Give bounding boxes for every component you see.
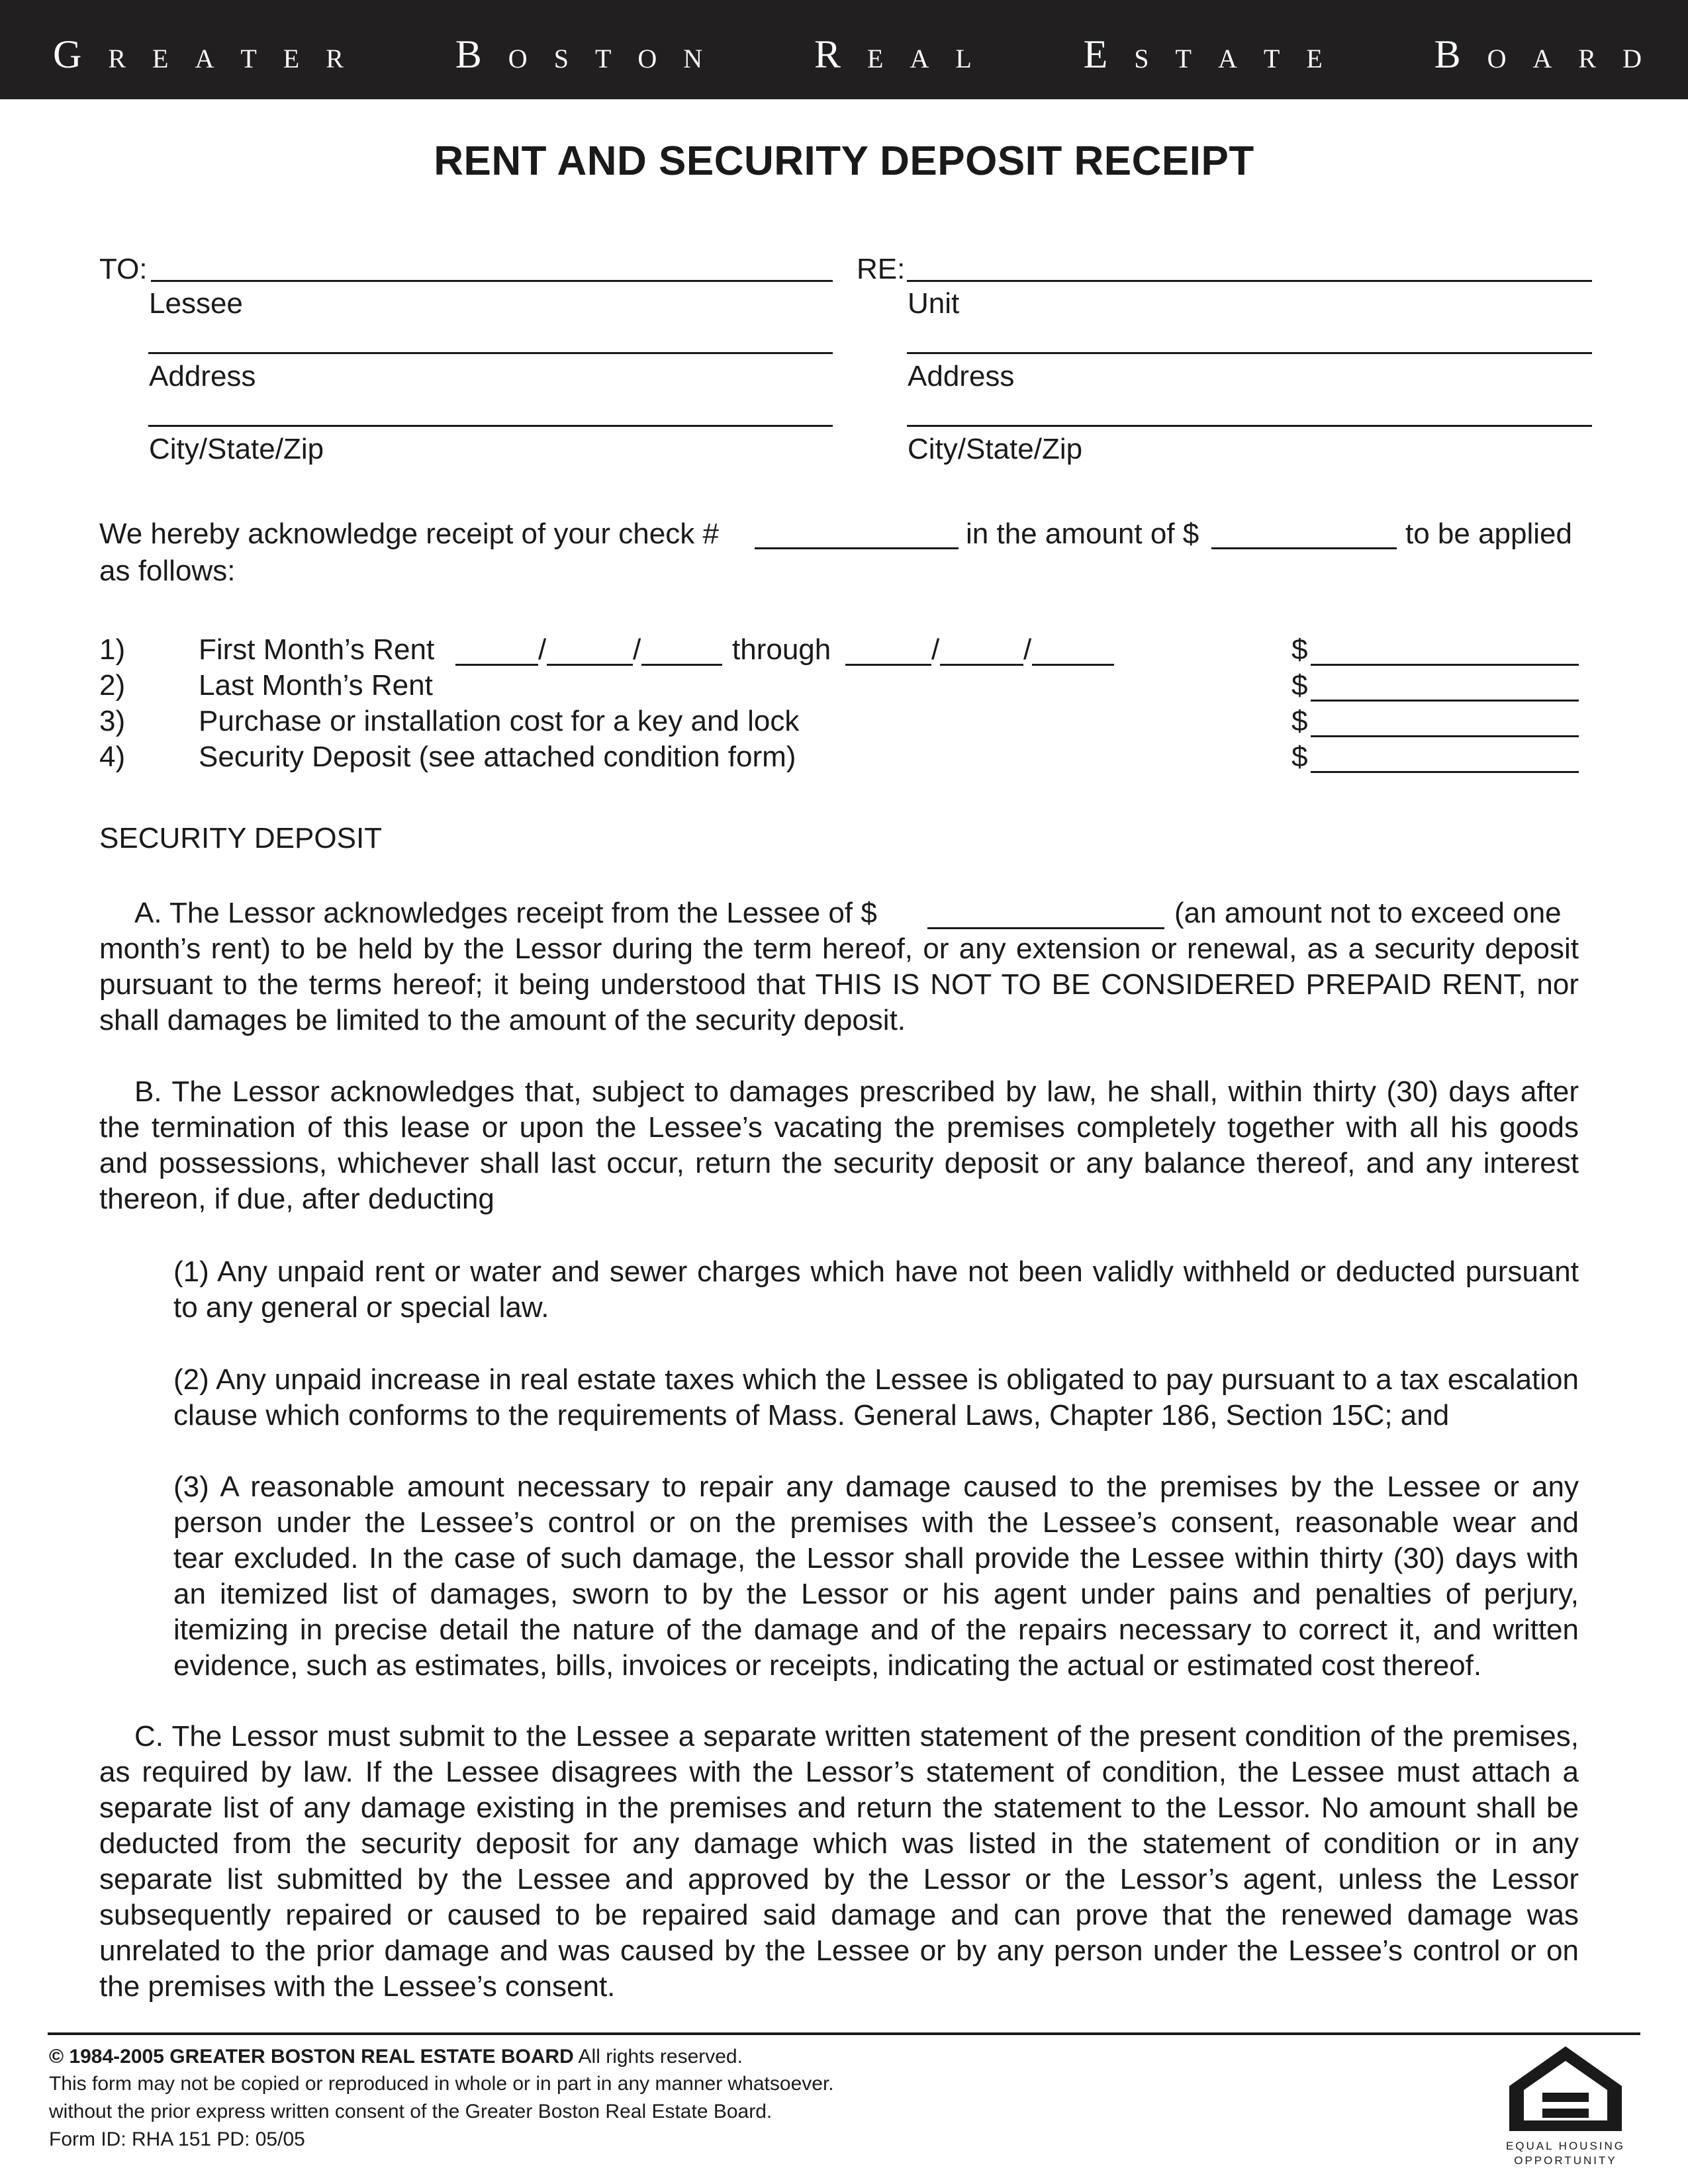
banner-word: B O S T O N	[455, 32, 703, 76]
paragraph-line: (1) Any unpaid rent or water and sewer charges which have not been validly withheld or deducted pursuant	[173, 1255, 1579, 1288]
rent-from-year-field[interactable]	[641, 664, 722, 666]
acknowledge-text-2: in the amount of $	[966, 518, 1199, 550]
paragraph-line: evidence, such as estimates, bills, invoices or receipts, indicating the actual or estimated cost thereof.	[173, 1649, 1482, 1682]
rent-from-month-field[interactable]	[455, 664, 538, 666]
lessee-city-field[interactable]	[148, 425, 833, 427]
dollar-sign: $	[1291, 669, 1308, 702]
dollar-sign: $	[1291, 741, 1308, 773]
copyright-rights: All rights reserved.	[573, 2046, 743, 2068]
rent-to-year-field[interactable]	[1032, 664, 1114, 666]
lessee-name-field[interactable]	[151, 280, 833, 282]
lessee-city-label: City/State/Zip	[149, 433, 324, 465]
section-a-paragraph	[99, 931, 1579, 1038]
unit-city-field[interactable]	[907, 425, 1592, 427]
date-slash: /	[633, 633, 641, 666]
item-label: First Month’s Rent	[199, 633, 435, 666]
dollar-sign: $	[1291, 633, 1308, 666]
item-label: Last Month’s Rent	[199, 669, 433, 702]
organization-name	[53, 28, 1642, 85]
unit-address-field[interactable]	[907, 352, 1592, 354]
banner-word: E S T A T E	[1083, 32, 1323, 76]
paragraph-line: as required by law. If the Lessee disagrees with the Lessor’s statement of condition, the Lessee must attach a	[99, 1756, 1579, 1788]
check-amount-field[interactable]	[1211, 547, 1397, 549]
logo-text-line-2: OPPORTUNITY	[1514, 2154, 1617, 2167]
form-title: RENT AND SECURITY DEPOSIT RECEIPT	[434, 138, 1254, 184]
paragraph-line: and possessions, whichever shall last occur, return the security deposit or any balance thereof, and any interest	[99, 1147, 1579, 1179]
paragraph-line: shall damages be limited to the amount of the security deposit.	[99, 1004, 906, 1036]
lessee-address-field[interactable]	[148, 352, 833, 354]
paragraph-line: subsequently repaired or caused to be repaired said damage and can prove that the renewed damage was	[99, 1899, 1579, 1931]
form-id: Form ID: RHA 151 PD: 05/05	[49, 2128, 305, 2150]
item-number: 2)	[99, 669, 126, 702]
section-c-paragraph	[99, 1719, 1579, 2005]
date-slash: /	[1023, 633, 1032, 666]
paragraph-line: the termination of this lease or upon the Lessee’s vacating the premises completely together with all his goods	[99, 1111, 1579, 1144]
paragraph-line: C. The Lessor must submit to the Lessee a separate written statement of the present condition of the premises,	[134, 1720, 1579, 1752]
banner-word: B O A R D	[1434, 32, 1642, 76]
paragraph-line: clause which conforms to the requirements of Mass. General Laws, Chapter 186, Section 15C; and	[173, 1399, 1450, 1432]
footer-divider	[48, 2032, 1640, 2035]
paragraph-line: separate list submitted by the Lessee and approved by the Lessor or the Lessor’s agent, unless the Lessor	[99, 1863, 1579, 1895]
paragraph-line: B. The Lessor acknowledges that, subject to damages prescribed by law, he shall, within thirty (30) days after	[134, 1075, 1579, 1108]
paragraph-line: thereon, if due, after deducting	[99, 1183, 494, 1215]
rent-to-month-field[interactable]	[845, 664, 931, 666]
first-month-amount-field[interactable]	[1311, 664, 1579, 666]
through-label: through	[732, 633, 831, 666]
security-deposit-heading: SECURITY DEPOSIT	[99, 822, 383, 854]
dollar-sign: $	[1291, 705, 1308, 737]
acknowledge-text-4: as follows:	[99, 555, 236, 587]
copyright-owner: © 1984-2005 GREATER BOSTON REAL ESTATE BOARD	[49, 2046, 574, 2068]
footer-notice-1: This form may not be copied or reproduced in whole or in part in any manner whatsoever.	[49, 2073, 834, 2095]
section-b-paragraph	[99, 1074, 1579, 1217]
paragraph-line: (3) A reasonable amount necessary to repair any damage caused to the premises by the Lessee or any	[173, 1471, 1579, 1503]
date-slash: /	[931, 633, 940, 666]
lessee-label: Lessee	[149, 287, 243, 320]
item-label: Purchase or installation cost for a key and lock	[199, 705, 800, 737]
re-label: RE:	[857, 253, 906, 285]
paragraph-line: itemizing in precise detail the nature of the damage and of the repairs necessary to correct it, and written	[173, 1614, 1579, 1646]
banner-word: R E A L	[814, 32, 972, 76]
equal-housing-opportunity-logo	[1503, 2045, 1628, 2171]
rent-to-day-field[interactable]	[940, 664, 1023, 666]
section-a-line1-end: (an amount not to exceed one	[1174, 897, 1562, 929]
security-deposit-amount-field[interactable]	[1311, 771, 1579, 773]
acknowledge-text-3: to be applied	[1405, 518, 1572, 550]
footer-notice-2: without the prior express written consent of the Greater Boston Real Estate Board.	[49, 2101, 773, 2122]
item-number: 4)	[99, 741, 126, 773]
paragraph-line: pursuant to the terms hereof; it being understood that THIS IS NOT TO BE CONSIDERED PREPAID RENT, nor	[99, 968, 1579, 1001]
paragraph-line: unrelated to the prior damage and was caused by the Lessee or by any person under the Lessee’s control or on	[99, 1934, 1579, 1967]
unit-address-label: Address	[908, 360, 1015, 392]
last-month-amount-field[interactable]	[1311, 700, 1579, 702]
paragraph-line: deducted from the security deposit for any damage which was listed in the statement of condition or in any	[99, 1827, 1579, 1860]
paragraph-line: separate list of any damage existing in the premises and return the statement to the Lessor. No amount shall be	[99, 1792, 1579, 1824]
unit-city-label: City/State/Zip	[908, 433, 1083, 465]
unit-label: Unit	[908, 287, 960, 320]
paragraph-line: an itemized list of damages, sworn to by the Lessor or his agent under pains and penalties of perjury,	[173, 1578, 1579, 1610]
banner-word: G R E A T E R	[53, 32, 344, 76]
paragraph-line: person under the Lessee’s control or on the premises with the Lessee’s consent, reasonable wear and	[173, 1506, 1579, 1539]
paragraph-line: (2) Any unpaid increase in real estate taxes which the Lessee is obligated to pay pursuant to a tax escalation	[173, 1363, 1579, 1396]
item-number: 3)	[99, 705, 126, 737]
rent-from-day-field[interactable]	[547, 664, 633, 666]
check-number-field[interactable]	[755, 547, 959, 549]
paragraph-line: the premises with the Lessee’s consent.	[99, 1970, 616, 2003]
lessee-address-label: Address	[149, 360, 256, 392]
paragraph-line: month’s rent) to be held by the Lessor during the term hereof, or any extension or renewal, as a security deposit	[99, 933, 1579, 965]
key-lock-amount-field[interactable]	[1311, 735, 1579, 737]
date-slash: /	[538, 633, 547, 666]
paragraph-line: tear excluded. In the case of such damage, the Lessor shall provide the Lessee within thirty (30) days with	[173, 1542, 1579, 1574]
item-label: Security Deposit (see attached condition form)	[199, 741, 796, 773]
deposit-received-amount-field[interactable]	[927, 927, 1164, 929]
acknowledge-text-1: We hereby acknowledge receipt of your check #	[99, 518, 719, 550]
unit-field[interactable]	[907, 280, 1592, 282]
to-label: TO:	[99, 253, 148, 285]
header-banner	[0, 0, 1688, 99]
deduction-1	[173, 1254, 1579, 1326]
item-number: 1)	[99, 633, 126, 666]
paragraph-line: to any general or special law.	[173, 1291, 549, 1324]
copyright-line	[49, 2044, 743, 2070]
deduction-2	[173, 1362, 1579, 1433]
section-a-line1-start: A. The Lessor acknowledges receipt from the Lessee of $	[134, 897, 877, 929]
deduction-3	[173, 1469, 1579, 1684]
logo-text-line-1: EQUAL HOUSING	[1505, 2140, 1626, 2152]
